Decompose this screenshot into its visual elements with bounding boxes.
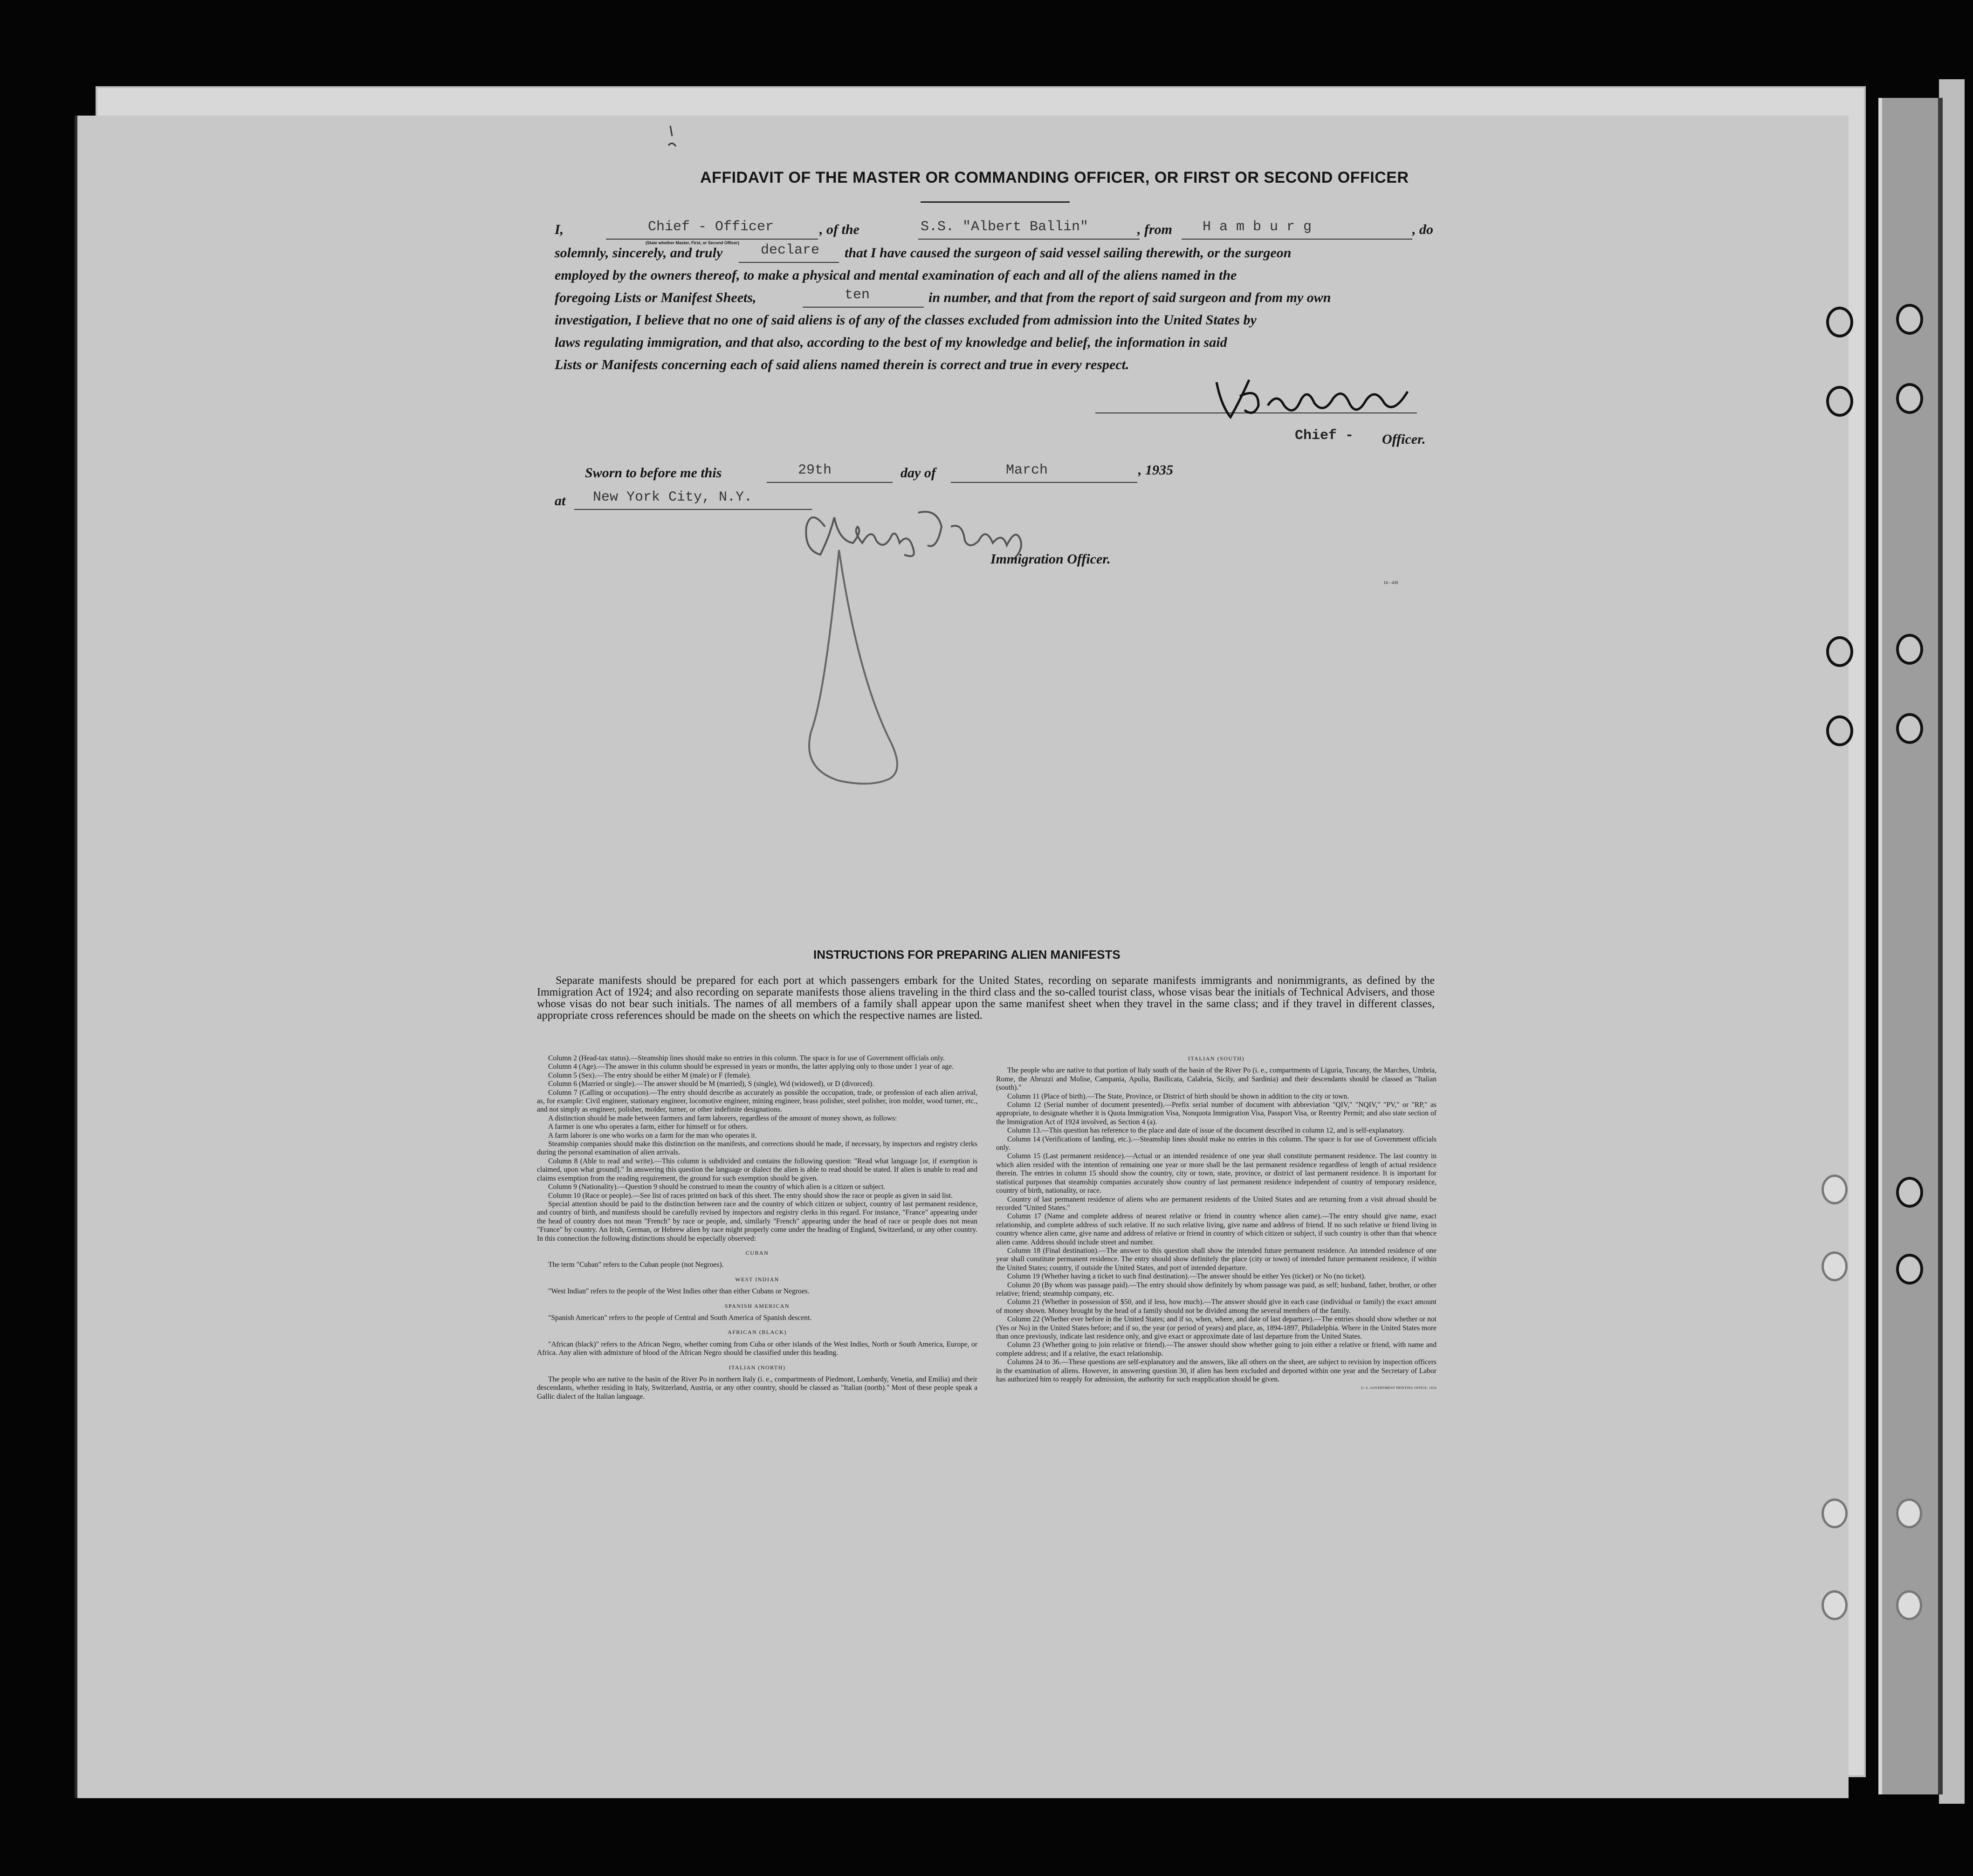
affidavit-text: , of the: [819, 222, 859, 237]
officer-title: Officer.: [1382, 432, 1426, 447]
instruction-paragraph: Column 11 (Place of birth).—The State, Province, or District of birth should be shown in addition to the city or town.: [1007, 1092, 1349, 1100]
punch-hole: [1896, 1590, 1922, 1620]
punch-hole: [1896, 1498, 1922, 1528]
instruction-paragraph: Column 17 (Name and complete address of nearest relative or friend in country whence alien came).—The entry should give name, exact relationship, and complete address of such relative. If no such relative living, give name and address of friend. If no such relative or friend living in country whence alien came, give name and address of relative or friend in country of which citizen or subject, if such country is other than that whence alien came. Address should include street and number.: [996, 1212, 1437, 1246]
instruction-paragraph: "African (black)" refers to the African Negro, whether coming from Cuba or other islands of the West Indies, North or South America, Europe, or Africa. Any alien with admixture of blood of the African Negro should be classified under this heading.: [537, 1340, 977, 1357]
sworn-text: day of: [901, 465, 936, 481]
immigration-officer-title: Immigration Officer.: [990, 551, 1111, 567]
instruction-paragraph: Column 15 (Last permanent residence).—Actual or an intended residence of one year shall constitute permanent residence. The last country in which alien resided with the intention of remaining one year or more shall be the last permanent residence regardless of length of actual residence therein. The entries in column 15 should show the country, city or town, state, province, or district of last permanent residence. It is important for statistical purposes that steamship companies accurately show country of last permanent residence independent of country of temporary residence, country of birth, nationality, or race.: [996, 1152, 1437, 1195]
instruction-paragraph: Column 8 (Able to read and write).—This column is subdivided and contains the following question: "Read what language [or, if exemption is claimed, upon what ground]." In answering this question the language or dialect the alien is able to read should be stated. If alien is unable to read and claims exemption from the reading requirement, the ground for such exemption should be given.: [537, 1157, 977, 1182]
title-rule: [921, 201, 1070, 203]
count-line: [803, 307, 924, 308]
race-heading-west-indian: WEST INDIAN: [735, 1276, 779, 1283]
instruction-paragraph: Column 6 (Married or single).—The answer should be M (married), S (single), Wd (widowed), or D (divorced).: [548, 1080, 874, 1088]
punch-hole: [1826, 636, 1853, 667]
affidavit-text: foregoing Lists or Manifest Sheets,: [555, 290, 756, 305]
binder-edge: [1939, 79, 1965, 1804]
instruction-paragraph: The people who are native to that portion of Italy south of the basin of the River Po (i. e., compartments of Liguria, Tuscany, the Marches, Umbria, Rome, the Abruzzi and Molise, Campania, Apulia, Basilicata, Calabria, Sicily, and Sardinia) and their descendants should be classed as "Italian (south).": [996, 1066, 1437, 1092]
punch-hole: [1826, 715, 1853, 746]
instruction-paragraph: Column 12 (Serial number of document presented).—Prefix serial number of document with abbreviation "QIV," "NQIV," "PV," or "RP," as appropriate, to designate whether it is Quota Immigration Visa, Nonquota Immigration Visa, Passport Visa, or Reentry Permit; and also state section of the Immigration Act of 1924 involved, as Section 4 (a).: [996, 1101, 1437, 1126]
instruction-paragraph: Steamship companies should make this distinction on the manifests, and corrections should be made, if necessary, by inspectors and registry clerks during the personal examination of alien arrivals.: [537, 1140, 977, 1157]
affidavit-text: laws regulating immigration, and that also, according to the best of my knowledge and belief, the information in said: [555, 335, 1227, 350]
rank-line: [606, 239, 818, 240]
instruction-paragraph: Column 5 (Sex).—The entry should be either M (male) or F (female).: [548, 1071, 751, 1079]
instruction-paragraph: Special attention should be paid to the distinction between race and the country of which citizen or subject, country of last permanent residence, and country of birth, and manifests should be carefully revised by inspectors and registry clerks in this regard. For instance, "France" appearing under the head of country does not mean "French" by race or people, and, similarly "French" appearing under the head of race or people does not mean "France" by country. An Irish, German, or Hebrew alien by race might properly come under the heading of England, Switzerland, or any other country. In this connection the following distinctions should be especially observed:: [537, 1200, 977, 1243]
instruction-paragraph: "Spanish American" refers to the people of Central and South America of Spanish descent.: [548, 1313, 812, 1322]
punch-hole: [1822, 1498, 1848, 1528]
instruction-paragraph: Column 18 (Final destination).—The answer to this question shall show the intended future permanent residence. An intended residence of one year shall constitute permanent residence. The entry should show definitely the place (city or town) of intended future permanent residence, if within the United States; country, if outside the United States, and port of intended departure.: [996, 1246, 1437, 1272]
race-heading-spanish-american: SPANISH AMERICAN: [724, 1302, 790, 1309]
race-heading-cuban: CUBAN: [745, 1249, 769, 1256]
affidavit-text: solemnly, sincerely, and truly: [555, 245, 723, 261]
sworn-day-field: 29th: [798, 462, 832, 478]
instruction-paragraph: Column 20 (By whom was passage paid).—The entry should show definitely by whom passage was paid, as self; husband, father, brother, or other relative; friend; steamship company, etc.: [996, 1281, 1437, 1298]
instruction-paragraph: Column 4 (Age).—The answer in this column should be expressed in years or months, the latter applying only to those under 1 year of age.: [548, 1063, 954, 1071]
pen-mark: [667, 122, 681, 150]
affidavit-text: I,: [555, 222, 564, 237]
port-field: H a m b u r g: [1203, 219, 1312, 235]
officer-rank: Chief -: [1295, 428, 1354, 444]
instruction-paragraph: Column 9 (Nationality).—Question 9 should be construed to mean the country of which alien is a citizen or subject.: [548, 1183, 886, 1191]
instruction-paragraph: Column 22 (Whether ever before in the United States; and if so, when, where, and date of last departure).—The entries should show whether or not (Yes or No) in the United States before; and if so, the year (or period of years) and place, as, 1894-1897, Philadelphia. Where in the United States more than once previously, indicate last residence only, and give exact or approximate date of last departure from the United States.: [996, 1315, 1437, 1340]
instructions-intro: Separate manifests should be prepared for each port at which passengers embark for the United States, recording on separate manifests immigrants and nonimmigrants, as defined by the Immigration Act of 1924; and also recording on separate manifests those aliens traveling in the third class and the so-called tourist class, whose visas bear the initials of Technical Advisers, and those whose visas do not bear such initials. The names of all members of a family shall appear upon the same manifest sheet when they travel in the same class; and if they travel in different classes, appropriate cross references should be made on the sheets on which the respective names are listed.: [537, 975, 1435, 1022]
instructions-title: INSTRUCTIONS FOR PREPARING ALIEN MANIFESTS: [813, 948, 1121, 962]
officer-rank-field: Chief - Officer: [648, 219, 774, 235]
instruction-paragraph: Column 13.—This question has reference to the place and date of issue of the document described in column 12, and is self-explanatory.: [1007, 1127, 1405, 1135]
ship-name-field: S.S. "Albert Ballin": [921, 219, 1089, 235]
affidavit-text: employed by the owners thereof, to make a physical and mental examination of each and all of the aliens named in the: [555, 268, 1237, 283]
instruction-paragraph: Column 14 (Verifications of landing, etc.).—Steamship lines should make no entries in this column. The space is for use of Government officials only.: [996, 1135, 1437, 1152]
port-line: [1182, 239, 1412, 240]
punch-hole: [1896, 634, 1923, 665]
punch-hole: [1822, 1590, 1848, 1620]
instructions-left-column: [537, 1054, 977, 1401]
sworn-month-field: March: [1006, 462, 1048, 478]
instruction-paragraph: Columns 24 to 36.—These questions are self-explanatory and the answers, like all others on the sheet, are subject to revision by inspection officers in the examination of aliens. However, in answering question 30, if alien has been excluded and deported within one year and the Secretary of Labor has authorized him to reapply for admission, the authority for such reapplication should be given.: [996, 1358, 1437, 1384]
affidavit-text: Lists or Manifests concerning each of said aliens named therein is correct and true in every respect.: [555, 357, 1129, 372]
instruction-paragraph: The people who are native to the basin of the River Po in northern Italy (i. e., compartments of Piedmont, Lombardy, Venetia, and Emilia) and their descendants, whether residing in Italy, Switzerland, Austria, or any other country, should be classed as "Italian (north)." Most of these people speak a Gallic dialect of the Italian language.: [537, 1375, 977, 1401]
punch-hole: [1822, 1251, 1848, 1281]
instruction-paragraph: Column 2 (Head-tax status).—Steamship lines should make no entries in this column. The space is for use of Government officials only.: [548, 1054, 945, 1062]
sworn-text: at: [555, 493, 566, 509]
sworn-year: , 1935: [1138, 462, 1173, 478]
affidavit-text: in number, and that from the report of said surgeon and from my own: [928, 290, 1331, 305]
instruction-paragraph: Country of last permanent residence of aliens who are permanent residents of the United States and are returning from a visit abroad should be recorded "United States.": [996, 1195, 1437, 1212]
instruction-paragraph: Column 23 (Whether going to join relative or friend).—The answer should show whether going to join either a relative or friend, with name and complete address; and if a relative, the exact relationship.: [996, 1341, 1437, 1358]
month-line: [951, 482, 1137, 483]
instruction-paragraph: Column 7 (Calling or occupation).—The entry should describe as accurately as possible the occupation, trade, or profession of each alien arrival, as, for example: Civil engineer, stationary engineer, locomotive engineer, mining engineer, brass polisher, steel polisher, iron molder, wood turner, etc., and not simply as engineer, polisher, molder, turner, or other indefinite designations.: [537, 1088, 977, 1114]
punch-hole: [1822, 1175, 1848, 1204]
instruction-paragraph: A distinction should be made between farmers and farm laborers, regardless of the amount of money shown, as follows:: [548, 1114, 897, 1122]
instruction-paragraph: A farmer is one who operates a farm, either for himself or for others.: [548, 1123, 748, 1131]
officer-signature: [1207, 373, 1422, 429]
punch-hole: [1826, 386, 1853, 417]
sworn-text: Sworn to before me this: [585, 465, 722, 481]
punch-hole: [1896, 383, 1923, 414]
race-heading-italian-south: ITALIAN (SOUTH): [1188, 1055, 1245, 1062]
instruction-paragraph: Column 21 (Whether in possession of $50, and if less, how much).—The answer should give in each case (individual or family) the exact amount of money shown. Money brought by the head of a family should not be divided among the several members of the family.: [996, 1298, 1437, 1315]
punch-hole: [1826, 307, 1853, 337]
immigration-officer-signature: [802, 499, 1081, 797]
affidavit-text: , from: [1137, 222, 1172, 237]
day-line: [767, 482, 893, 483]
instruction-paragraph: "West Indian" refers to the people of the West Indies other than either Cubans or Negroes.: [548, 1287, 810, 1296]
punch-hole: [1896, 1177, 1923, 1208]
binder-spine: [1878, 98, 1943, 1794]
instruction-paragraph: A farm laborer is one who works on a farm for the man who operates it.: [548, 1131, 757, 1140]
race-heading-african: AFRICAN (BLACK): [728, 1329, 787, 1336]
punch-hole: [1896, 304, 1923, 335]
form-number: 14—430: [1383, 580, 1398, 585]
instruction-paragraph: Column 19 (Whether having a ticket to such final destination).—The answer should be either Yes (ticket) or No (no ticket).: [1007, 1272, 1366, 1281]
affidavit-text: that I have caused the surgeon of said vessel sailing therewith, or the surgeon: [845, 245, 1292, 261]
punch-hole: [1896, 1254, 1923, 1285]
instructions-right-column: [996, 1054, 1437, 1393]
declare-field: declare: [761, 242, 820, 258]
instruction-paragraph: Column 10 (Race or people).—See list of races printed on back of this sheet. The entry should show the race or people as given in said list.: [548, 1191, 953, 1200]
instruction-paragraph: The term "Cuban" refers to the Cuban people (not Negroes).: [548, 1261, 724, 1269]
affidavit-text: investigation, I believe that no one of said aliens is of any of the classes excluded from admission into the United States by: [555, 312, 1257, 328]
ship-line: [918, 239, 1140, 240]
race-heading-italian-north: ITALIAN (NORTH): [729, 1364, 786, 1371]
punch-hole: [1896, 713, 1923, 744]
sheet-count-field: ten: [845, 287, 870, 303]
rank-note: (State whether Master, First, or Second Officer): [646, 241, 740, 245]
place-line: [574, 509, 812, 510]
affidavit-title: AFFIDAVIT OF THE MASTER OR COMMANDING OFFICER, OR FIRST OR SECOND OFFICER: [700, 169, 1409, 186]
affidavit-text: , do: [1412, 222, 1433, 237]
printer-imprint: U. S. GOVERNMENT PRINTING OFFICE: 1934: [1361, 1386, 1437, 1390]
sworn-place-field: New York City, N.Y.: [593, 489, 753, 505]
verb-line: [739, 262, 839, 263]
